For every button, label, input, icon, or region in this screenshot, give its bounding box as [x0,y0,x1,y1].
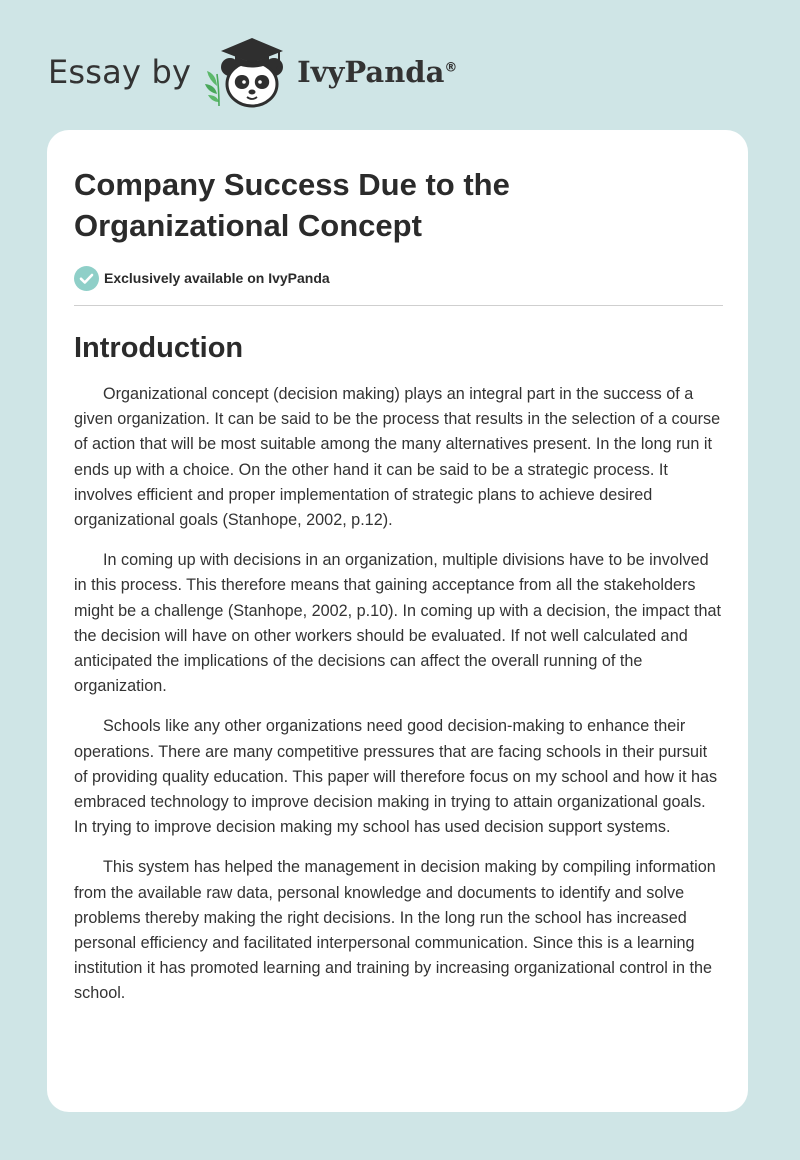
paragraph: In coming up with decisions in an organization, multiple divisions have to be involved in this process. This therefore means that gaining acceptance from all the stakeholders might be a challenge (Stanhope, 2002, p.10). In coming up with a decision, the impact that the decision will have on other workers should be evaluated. If not well calculated and anticipated the implications of the decisions can affect the overall running of the organization. [74,551,722,696]
essay-body [74,382,722,1007]
section-heading: Introduction [74,332,244,364]
check-circle-icon [74,266,99,291]
paragraph: Organizational concept (decision making) plays an integral part in the success of a given organization. It can be said to be the process that results in the selection of a course of action that will be most suitable among the many alternatives present. In the long run it ends up with a choice. On the other hand it can be said to be a strategic process. It involves efficient and proper implementation of strategic plans to achieve desired organizational goals (Stanhope, 2002, p.12). [74,385,721,530]
brand-header [48,34,457,110]
paragraph: This system has helped the management in decision making by compiling information from the available raw data, personal knowledge and documents to identify and solve problems thereby making the right decisions. In the long run the school has increased personal efficiency and facilitated interpersonal communication. Since this is a learning institution it has promoted learning and training by increasing organizational control in the school. [74,858,716,1003]
brand-name: IvyPanda® [297,54,458,89]
panda-graduate-logo-icon [203,34,295,110]
essay-title: Company Success Due to the Organizational Concept [74,167,510,243]
availability-badge [74,265,722,291]
availability-text: Exclusively available on IvyPanda [104,270,330,286]
paragraph: Schools like any other organizations need good decision-making to enhance their operations. There are many competitive pressures that are facing schools in their pursuit of providing quality education. This paper will therefore focus on my school and how it has embraced technology to improve decision making in trying to attain organizational goals. In trying to improve decision making my school has used decision support systems. [74,717,718,837]
essay-card [47,130,748,1112]
brand-prefix: Essay by [48,53,192,91]
title-divider [74,305,723,306]
registered-mark: ® [444,59,458,75]
